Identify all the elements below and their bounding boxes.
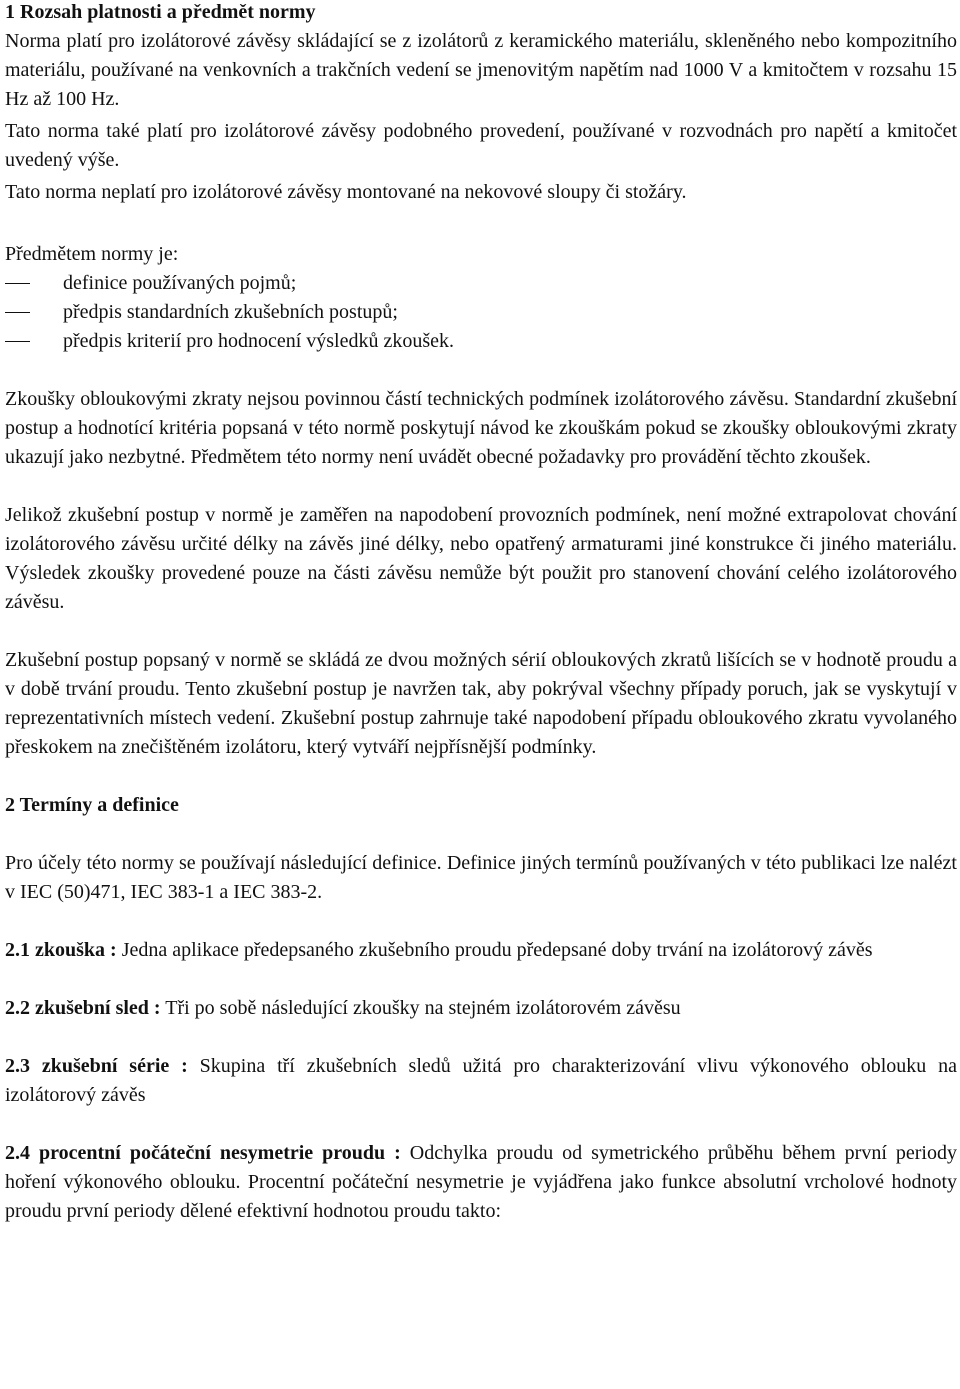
- definition-term: 2.3 zkušební série :: [5, 1055, 188, 1077]
- subject-list-item: předpis standardních zkušebních postupů;: [5, 298, 957, 327]
- definition-2-2: [5, 994, 957, 1023]
- definition-text: Odchylka proudu od symetrického průběhu během první periody hoření výkonového oblouku. Procentní počáteční nesymetrie je vyjádřena jako funkce absolutní vrcholové hodnoty proudu první periody dělené efektivní hodnotou proudu takto:: [5, 1142, 957, 1222]
- definition-term: 2.4 procentní počáteční nesymetrie proudu :: [5, 1142, 401, 1164]
- tests-paragraph: Zkoušky obloukovými zkraty nejsou povinnou částí technických podmínek izolátorového závěsu. Standardní zkušební postup a hodnotící kritéria popsaná v této normě poskytují návod ke zkouškám pokud se zkoušky obloukovými zkraty ukazují jako nezbytné. Předmětem této normy není uvádět obecné požadavky pro provádění těchto zkoušek.: [5, 388, 957, 468]
- definition-2-3: [5, 1052, 957, 1110]
- procedure-paragraph: Zkušební postup popsaný v normě se skládá ze dvou možných sérií obloukových zkratů lišících se v hodnotě proudu a v době trvání proudu. Tento zkušební postup je navržen tak, aby pokrýval všechny případy poruch, jak se vyskytují v reprezentativních místech vedení. Zkušební postup zahrnuje také napodobení případu obloukového zkratu vyvolaného přeskokem na znečištěném izolátoru, který vytváří nejpřísnější podmínky.: [5, 649, 957, 758]
- definition-2-4: [5, 1139, 957, 1226]
- dash-bullet-icon: [5, 312, 30, 313]
- definition-text: Tři po sobě následující zkoušky na stejném izolátorovém závěsu: [160, 997, 681, 1019]
- definition-text: Skupina tří zkušebních sledů užitá pro charakterizování vlivu výkonového oblouku na izolátorový závěs: [5, 1055, 957, 1106]
- extrapolation-paragraph: Jelikož zkušební postup v normě je zaměřen na napodobení provozních podmínek, není možné extrapolovat chování izolátorového závěsu určité délky na závěs jiné délky, nebo opatřený armaturami jiné konstrukce či jiného materiálu. Výsledek zkoušky provedené pouze na části závěsu nemůže být použit pro stanovení chování celého izolátorového závěsu.: [5, 504, 957, 613]
- dash-bullet-icon: [5, 283, 30, 284]
- section-1-title: 1 Rozsah platnosti a předmět normy: [5, 1, 316, 23]
- definition-text: Jedna aplikace předepsaného zkušebního proudu předepsané doby trvání na izolátorový závěs: [116, 939, 873, 961]
- definition-2-1: [5, 936, 957, 965]
- subject-list: [5, 269, 957, 356]
- definition-term: 2.1 zkouška :: [5, 939, 117, 961]
- document-page: [5, 0, 957, 1226]
- section-2-title: 2 Termíny a definice: [5, 794, 179, 816]
- scope-paragraph-2: Tato norma také platí pro izolátorové závěsy podobného provedení, používané v rozvodnách pro napětí a kmitočet uvedený výše.: [5, 120, 957, 171]
- scope-paragraph-3: Tato norma neplatí pro izolátorové závěsy montované na nekovové sloupy či stožáry.: [5, 181, 687, 203]
- scope-paragraph-1: Norma platí pro izolátorové závěsy skládající se z izolátorů z keramického materiálu, skleněného nebo kompozitního materiálu, používané na venkovních a trakčních vedení se jmenovitým napětím nad 1000 V a kmitočtem v rozsahu 15 Hz až 100 Hz.: [5, 30, 957, 110]
- subject-intro: Předmětem normy je:: [5, 243, 179, 265]
- subject-list-item: definice používaných pojmů;: [5, 269, 957, 298]
- definitions-intro: Pro účely této normy se používají následující definice. Definice jiných termínů používaných v této publikaci lze nalézt v IEC (50)471, IEC 383-1 a IEC 383-2.: [5, 852, 957, 903]
- dash-bullet-icon: [5, 341, 30, 342]
- subject-list-item: předpis kriterií pro hodnocení výsledků zkoušek.: [5, 327, 957, 356]
- definition-term: 2.2 zkušební sled :: [5, 997, 161, 1019]
